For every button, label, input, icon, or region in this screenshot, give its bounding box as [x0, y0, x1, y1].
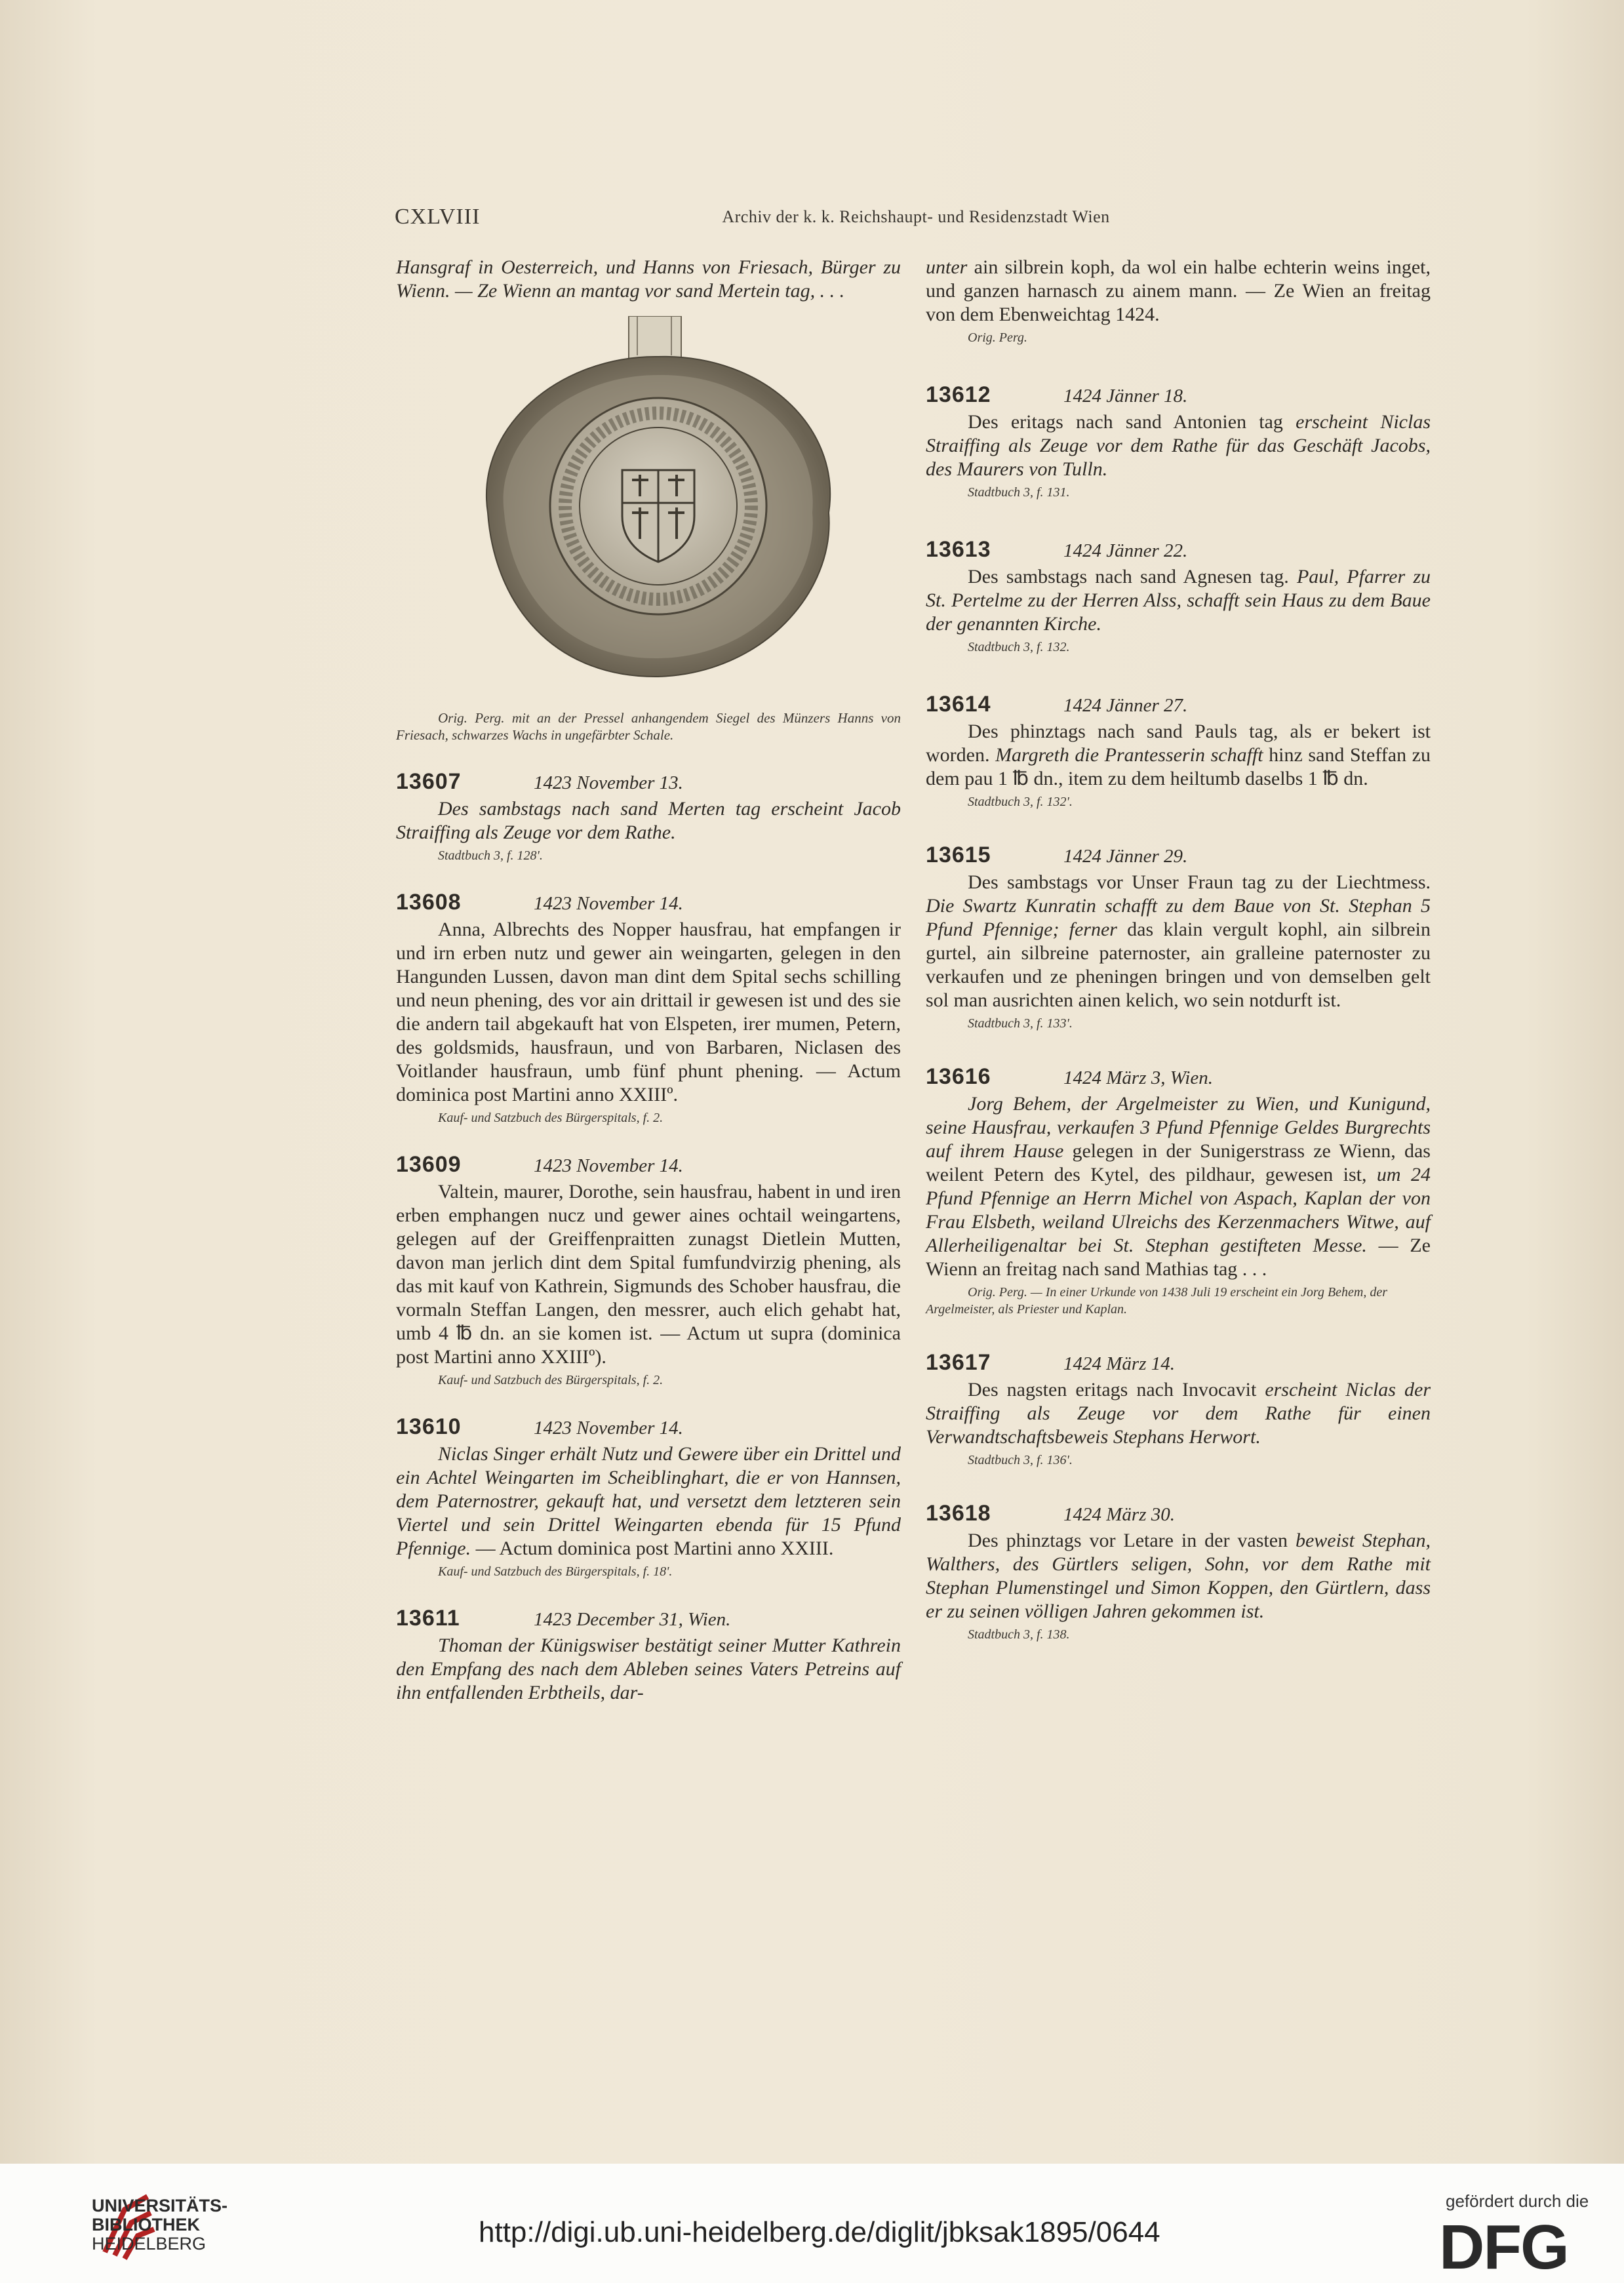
permalink-url[interactable]: http://digi.ub.uni-heidelberg.de/diglit/jbksak1895/0644: [479, 2216, 1160, 2248]
page-number: CXLVIII: [395, 205, 481, 229]
entry-text: Anna, Albrechts des Nopper hausfrau, hat empfangen ir und irn erben nutz und gewer ain weingarten, gelegen in den Hangunden Lussen, davon man dint dem Spital sechs schilling und neun phening, des vor ain drittail ir gewesen ist und des sie die andern tail abgekauft hat von Elspeten, irer mumen, Petern, des goldsmids, hausfraun, und von Barbaren, Niclasen des Voitlander hausfraun, umb fünf phunt phening. — Actum dominica post Martini anno XXIIIº.: [396, 919, 901, 1105]
entry-date: 1424 Jänner 29.: [1063, 846, 1188, 867]
entry-text: Thoman der Künigswiser bestätigt seiner Mutter Kathrein den Empfang des nach dem Ableben seines Vaters Petreins auf ihn entfallenden Erbtheils, dar-: [396, 1635, 901, 1703]
entry-source: Stadtbuch 3, f. 131.: [968, 485, 1070, 500]
entry-source: Orig. Perg. — In einer Urkunde von 1438 Juli 19 erscheint ein Jorg Behem, der Argelmeister, als Priester und Kaplan.: [926, 1285, 1388, 1317]
entry-number: 13611: [396, 1606, 460, 1631]
entry-text: Des eritags nach sand Antonien tag erscheint Niclas Straiffing als Zeuge vor dem Rathe für das Geschäft Jacobs, des Maurers von Tulln.: [926, 411, 1431, 480]
entry-13608: [396, 890, 901, 1126]
entry-number: 13618: [926, 1501, 991, 1526]
entry-number: 13610: [396, 1414, 462, 1439]
seal-icon: [396, 316, 901, 709]
entry-text: Des sambstags nach sand Agnesen tag. Paul, Pfarrer zu St. Pertelme zu der Herren Alss, schafft sein Haus zu dem Baue der genannten Kirche.: [926, 566, 1431, 635]
right-column: [926, 256, 1431, 1643]
funding-note: gefördert durch die: [1446, 2191, 1589, 2211]
entry-source: Stadtbuch 3, f. 132'.: [968, 795, 1073, 809]
entry-number: 13612: [926, 382, 991, 407]
entry-date: 1424 März 30.: [1063, 1504, 1175, 1525]
entry-text: Des sambstags nach sand Merten tag erscheint Jacob Straiffing als Zeuge vor dem Rathe.: [396, 798, 901, 843]
entry-13610: [396, 1415, 901, 1580]
entry-source: Stadtbuch 3, f. 136'.: [968, 1453, 1073, 1467]
entry-date: 1423 November 14.: [534, 893, 683, 914]
entry-source: Stadtbuch 3, f. 132.: [968, 640, 1070, 654]
entry-source: Kauf- und Satzbuch des Bürgerspitals, f. 18'.: [438, 1564, 673, 1579]
entry-13611: [396, 1606, 901, 1705]
entry-number: 13613: [926, 537, 991, 562]
entry-text: Valtein, maurer, Dorothe, sein hausfrau, habent in und iren erben emphangen nucz und gewer aines ochtail weingartens, gelegen auf der Greiffenpraitten zunagst Dietlein Mutten, davon man jerlich dint dem Spital fumfundvirzig phening, als das mit kauf von Kathrein, Sigmunds des Schober hausfrau, die vormaln Steffan Langen, den messrer, auch elich gehabt hat, umb 4 ℔ dn. an sie komen ist. — Actum ut supra (dominica post Martini anno XXIIIº).: [396, 1181, 901, 1368]
entry-source: Stadtbuch 3, f. 138.: [968, 1627, 1070, 1642]
entry-text: Des phinztags nach sand Pauls tag, als er bekert ist worden. Margreth die Prantesserin schafft hinz sand Steffan zu dem pau 1 ℔ dn., item zu dem heiltumb daselbs 1 ℔ dn.: [926, 721, 1431, 789]
entry-number: 13615: [926, 843, 991, 867]
entry-number: 13617: [926, 1350, 991, 1375]
library-name: UNIVERSITÄTS- BIBLIOTHEK HEIDELBERG: [92, 2196, 228, 2253]
entry-source: Kauf- und Satzbuch des Bürgerspitals, f. 2.: [438, 1111, 663, 1125]
entry-date: 1424 Jänner 27.: [1063, 695, 1188, 716]
seal-illustration: [396, 316, 901, 709]
entry-number: 13608: [396, 890, 462, 915]
running-title: Archiv der k. k. Reichshaupt- und Residenzstadt Wien: [722, 207, 1110, 226]
entry-13618: [926, 1501, 1431, 1643]
entry-date: 1423 November 14.: [534, 1418, 683, 1439]
entry-date: 1423 November 13.: [534, 772, 683, 793]
entry-number: 13614: [926, 692, 991, 717]
entry-text: Niclas Singer erhält Nutz und Gewere über ein Drittel und ein Achtel Weingarten im Scheiblinghart, die er von Hannsen, dem Paternostrer, gekauft hat, und versetzt dem letzteren sein Viertel und sein Drittel Weingarten ebenda für 15 Pfund Pfennige. — Actum dominica post Martini anno XXIII.: [396, 1443, 901, 1559]
entry-source: Kauf- und Satzbuch des Bürgerspitals, f. 2.: [438, 1373, 663, 1387]
entry-source: Stadtbuch 3, f. 133'.: [968, 1016, 1073, 1031]
entry-date: 1424 Jänner 22.: [1063, 540, 1188, 561]
entry-13617: [926, 1351, 1431, 1469]
entry-13614: [926, 692, 1431, 810]
dfg-logo: DFG: [1439, 2212, 1568, 2282]
intro-text: Hansgraf in Oesterreich, und Hanns von Friesach, Bürger zu Wienn. — Ze Wienn an mantag vor sand Mertein tag, . . .: [396, 256, 901, 302]
entry-number: 13607: [396, 769, 462, 794]
entry-text: Jorg Behem, der Argelmeister zu Wien, und Kunigund, seine Hausfrau, verkaufen 3 Pfund Pfennige Geldes Burgrechts auf ihrem Hause gelegen in der Sunigerstrass ze Wienn, das weilent Petern des Kytel, des pildhaur, gewesen ist, um 24 Pfund Pfennige an Herrn Michel von Aspach, Kaplan der von Frau Elsbeth, weiland Ulreichs des Kerzenmachers Witwe, auf Allerheiligenaltar bei St. Stephan gestifteten Messe. — Ze Wienn an freitag nach sand Mathias tag . . .: [926, 1093, 1431, 1280]
entry-13609: [396, 1153, 901, 1389]
entry-date: 1423 December 31, Wien.: [534, 1609, 731, 1630]
entry-source: Stadtbuch 3, f. 128'.: [438, 848, 543, 863]
entry-13612: [926, 383, 1431, 501]
entry-text: Des sambstags vor Unser Fraun tag zu der Liechtmess. Die Swartz Kunratin schafft zu dem Baue von St. Stephan 5 Pfund Pfennige; ferner das klain vergult kophl, ain silbrein gurtel, ain silbreine paternoster, ain gralleine paternoster zu verkaufen und ze pheningen bringen und von demselben gelt sol man ausrichten ainen kelich, wo sein notdurft ist.: [926, 871, 1431, 1011]
entry-date: 1423 November 14.: [534, 1155, 683, 1176]
seal-caption: Orig. Perg. mit an der Pressel anhangendem Siegel des Münzers Hanns von Friesach, schwarzes Wachs in ungefärbter Schale.: [396, 710, 901, 743]
entry-date: 1424 März 14.: [1063, 1353, 1175, 1374]
entry-text: Des nagsten eritags nach Invocavit erscheint Niclas der Straiffing als Zeuge vor dem Rathe für einen Verwandtschaftsbeweis Stephans Herwort.: [926, 1379, 1431, 1448]
entry-number: 13616: [926, 1064, 991, 1089]
entry-source: Orig. Perg.: [968, 330, 1027, 345]
entry-13615: [926, 843, 1431, 1032]
left-column: [396, 256, 901, 1705]
continued-text: unter ain silbrein koph, da wol ein halbe echterin weins inget, und ganzen harnasch zu ainem mann. — Ze Wien an freitag von dem Ebenweichtag 1424.: [926, 256, 1431, 325]
entry-13607: [396, 770, 901, 864]
entry-13613: [926, 538, 1431, 656]
entry-number: 13609: [396, 1152, 462, 1177]
viewer-footer: [0, 2164, 1624, 2283]
entry-13616: [926, 1065, 1431, 1318]
entry-date: 1424 März 3, Wien.: [1063, 1067, 1213, 1088]
entry-date: 1424 Jänner 18.: [1063, 386, 1188, 407]
entry-text: Des phinztags vor Letare in der vasten beweist Stephan, Walthers, des Gürtlers seligen, Sohn, vor dem Rathe mit Stephan Plumenstingel und Simon Koppen, den Gürtlern, dass er zu seinen völligen Jahren gekommen ist.: [926, 1530, 1431, 1622]
